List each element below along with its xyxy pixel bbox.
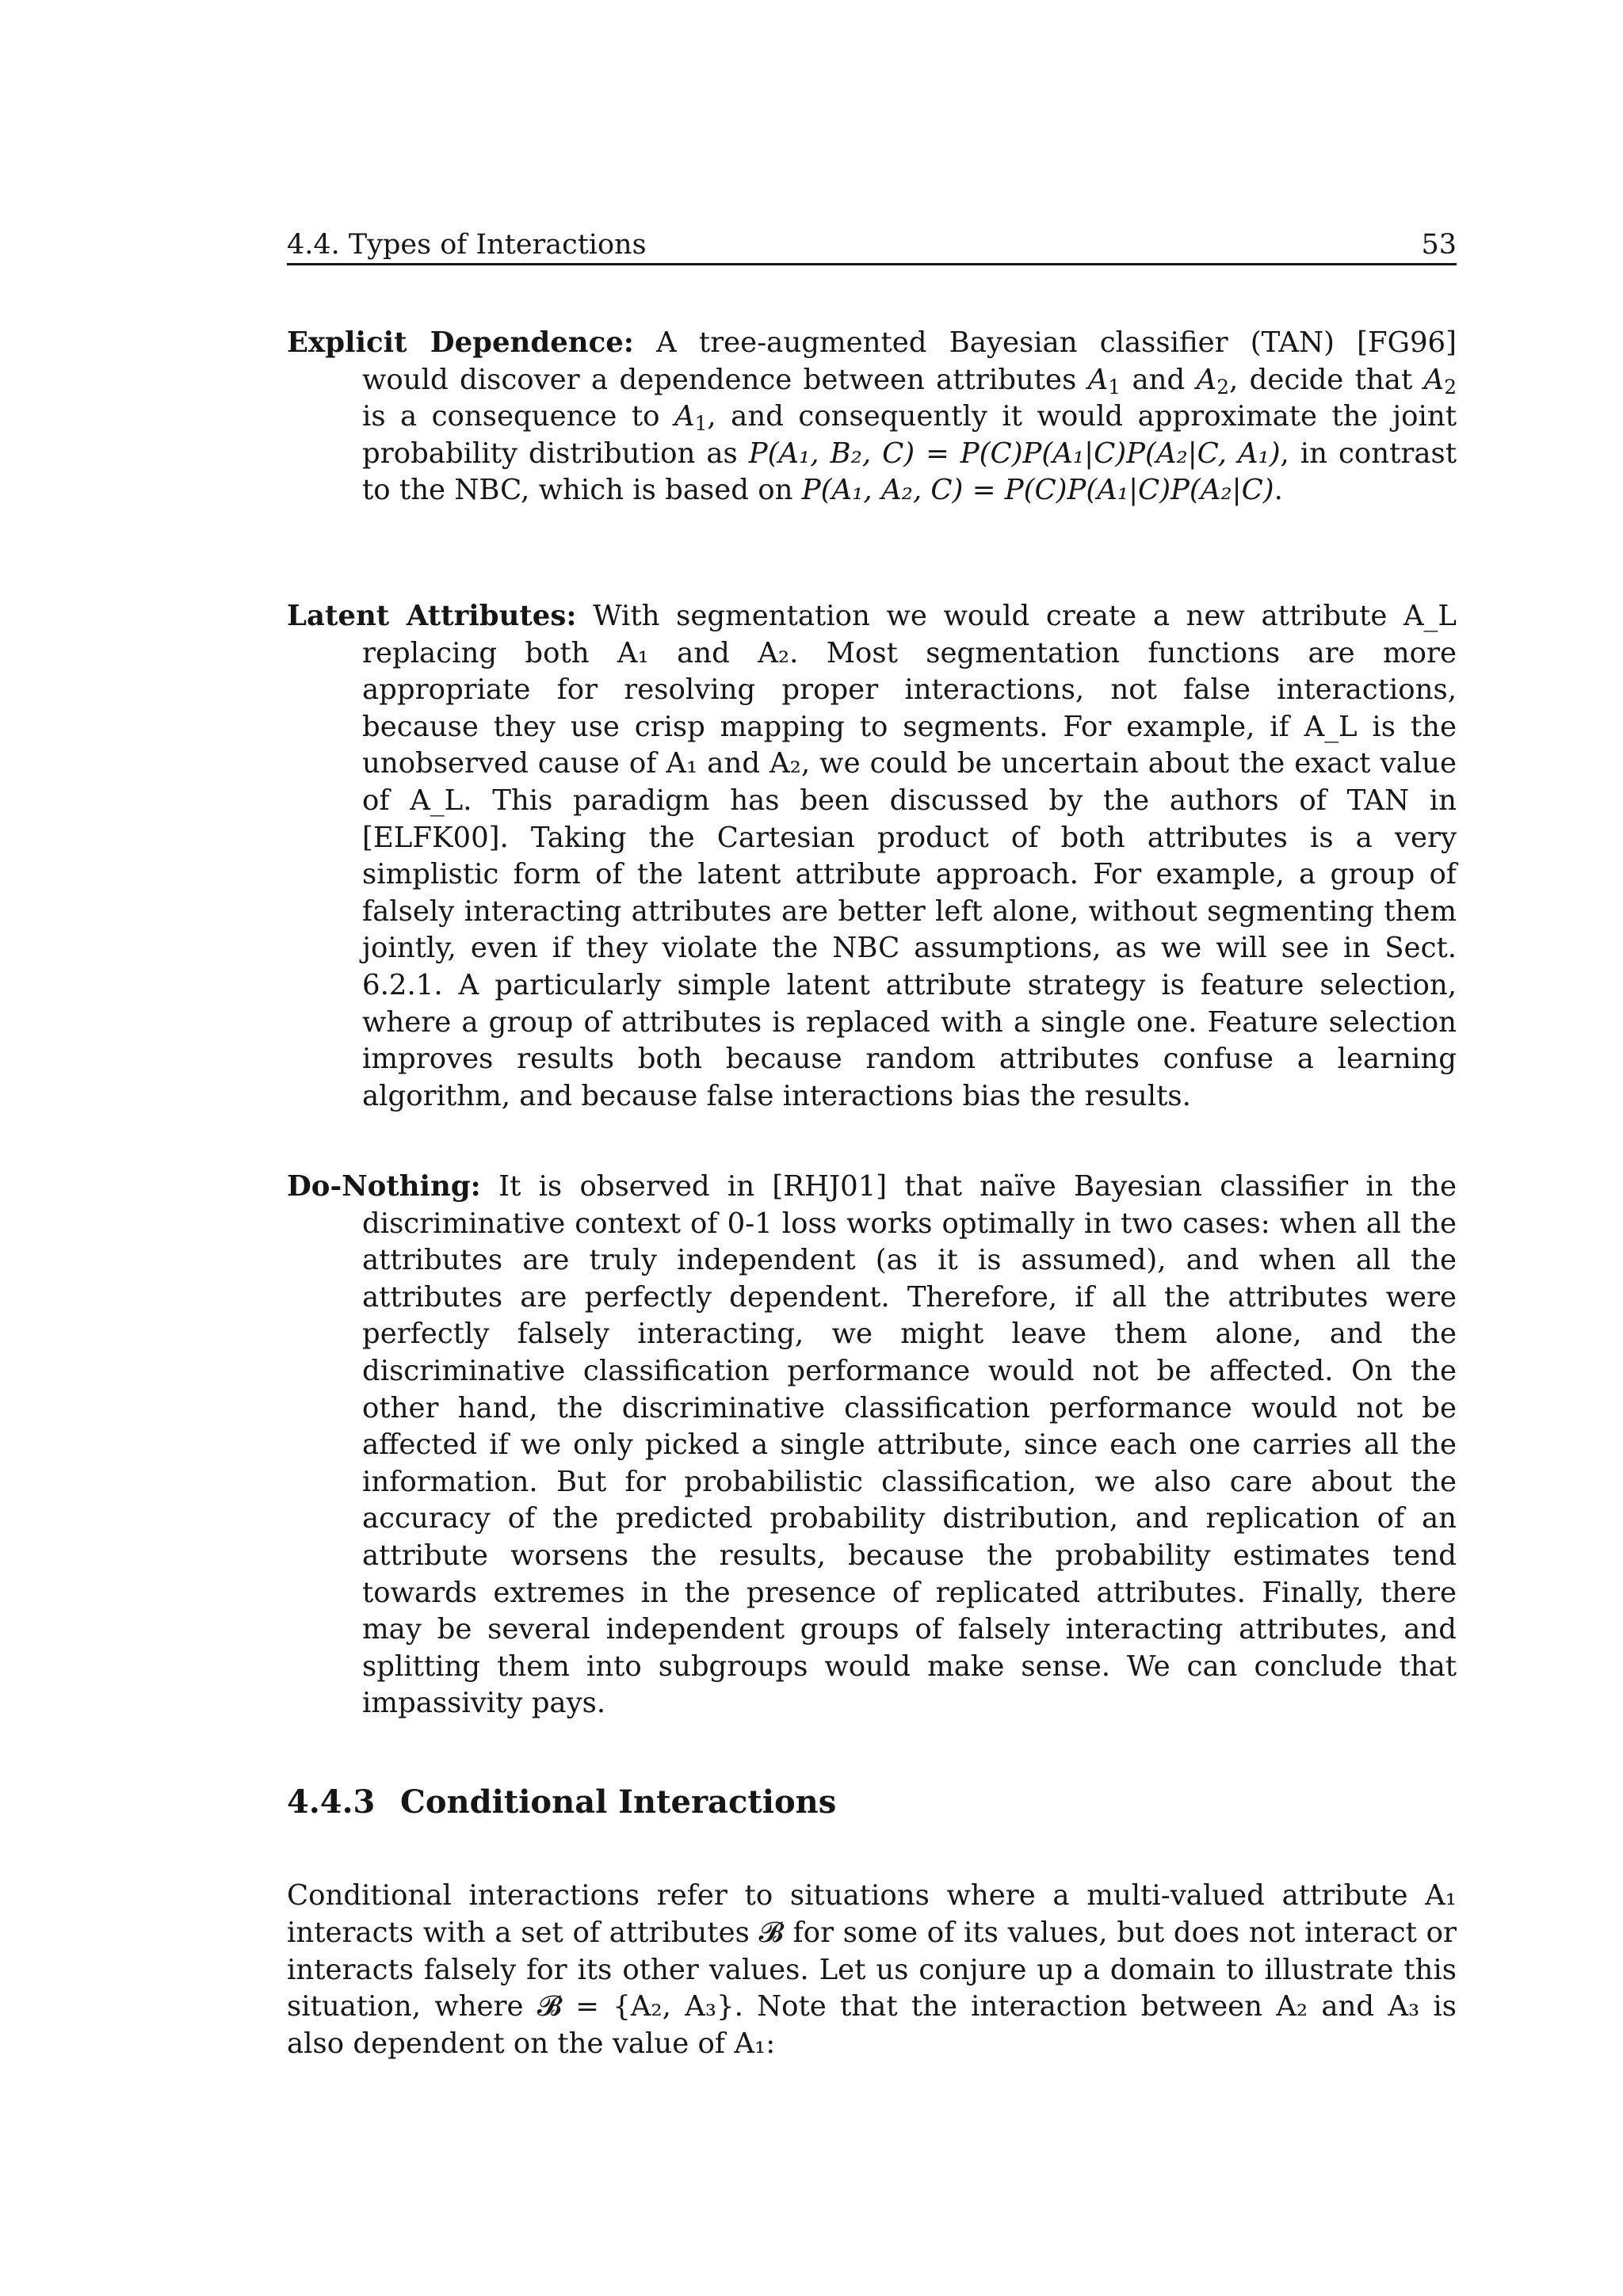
- conditional-paragraph-text: Conditional interactions refer to situations where a multi-valued attribute A₁ interacts with a set of attributes 𝓑 for some of its values, but does not interact or interacts falsely for its other values. Let us conjure up a domain to illustrate this situation, where 𝓑 = {A₂, A₃}. Note that the interaction between A₂ and A₃ is also dependent on the value of A₁:: [287, 1879, 1457, 2061]
- latent-attributes-text: With segmentation we would create a new attribute A_L replacing both A₁ and A₂. Most segmentation functions are more appropriate for resolving proper interactions, not false interactions, because they use crisp mapping to segments. For example, if A_L is the unobserved cause of A₁ and A₂, we could be uncertain about the exact value of A_L. This paradigm has been discussed by the authors of TAN in [ELFK00]. Taking the Cartesian product of both attributes is a very simplistic form of the latent attribute approach. For example, a group of falsely interacting attributes are better left alone, without segmenting them jointly, even if they violate the NBC assumptions, as we will see in Sect. 6.2.1. A particularly simple latent attribute strategy is feature selection, where a group of attributes is replaced with a single one. Feature selection improves results both because random attributes confuse a learning algorithm, and because false interactions bias the results.: [362, 600, 1457, 1112]
- formula-nbc: P(A₁, A₂, C) = P(C)P(A₁|C)P(A₂|C): [801, 474, 1274, 507]
- latent-attributes-item: [287, 598, 1457, 1115]
- explicit-dependence-item: Explicit Dependence: A tree-augmented Bayesian classifier (TAN) [FG96] would discover a dependence between attributes $A_1$ and $A_2$, decide that $A_2$ is a consequence to $A_1$, and consequently it would approximate the joint probability distribution as P(A₁, B₂, C) = P(C)P(A₁|C)P(A₂|C, A₁), in contrast to the NBC, which is based on P(A₁, A₂, C) = P(C)P(A₁|C)P(A₂|C).: [287, 326, 1457, 507]
- running-header: [287, 227, 1457, 265]
- do-nothing-item: [287, 1169, 1457, 1722]
- section-title: Conditional Interactions: [400, 1783, 837, 1821]
- do-nothing-term: Do-Nothing:: [287, 1170, 481, 1203]
- latent-attributes-term: Latent Attributes:: [287, 600, 577, 632]
- explicit-dependence-term: Explicit Dependence:: [287, 326, 634, 359]
- conditional-interactions-paragraph: [287, 1878, 1457, 2063]
- explicit-dependence-intro: A tree-augmented Bayesian classifier (TAN) [FG96] would discover a dependence between attributes: [362, 326, 1457, 396]
- section-heading: [287, 1780, 836, 1825]
- running-header-section: 4.4. Types of Interactions: [287, 229, 647, 261]
- do-nothing-text: It is observed in [RHJ01] that naïve Bayesian classifier in the discriminative context of 0-1 loss works optimally in two cases: when all the attributes are truly independent (as it is assumed), and when all the attributes are perfectly dependent. Therefore, if all the attributes were perfectly falsely interacting, we might leave them alone, and the discriminative classification performance would not be affected. On the other hand, the discriminative classification performance would not be affected if we only picked a single attribute, since each one carries all the information. But for probabilistic classification, we also care about the accuracy of the predicted probability distribution, and replication of an attribute worsens the results, because the probability estimates tend towards extremes in the presence of replicated attributes. Finally, there may be several independent groups of falsely interacting attributes, and splitting them into subgroups would make sense. We can conclude that impassivity pays.: [362, 1170, 1457, 1720]
- section-number: 4.4.3: [287, 1783, 376, 1821]
- page-number: 53: [1421, 229, 1457, 261]
- formula-tan: P(A₁, B₂, C) = P(C)P(A₁|C)P(A₂|C, A₁): [748, 437, 1281, 470]
